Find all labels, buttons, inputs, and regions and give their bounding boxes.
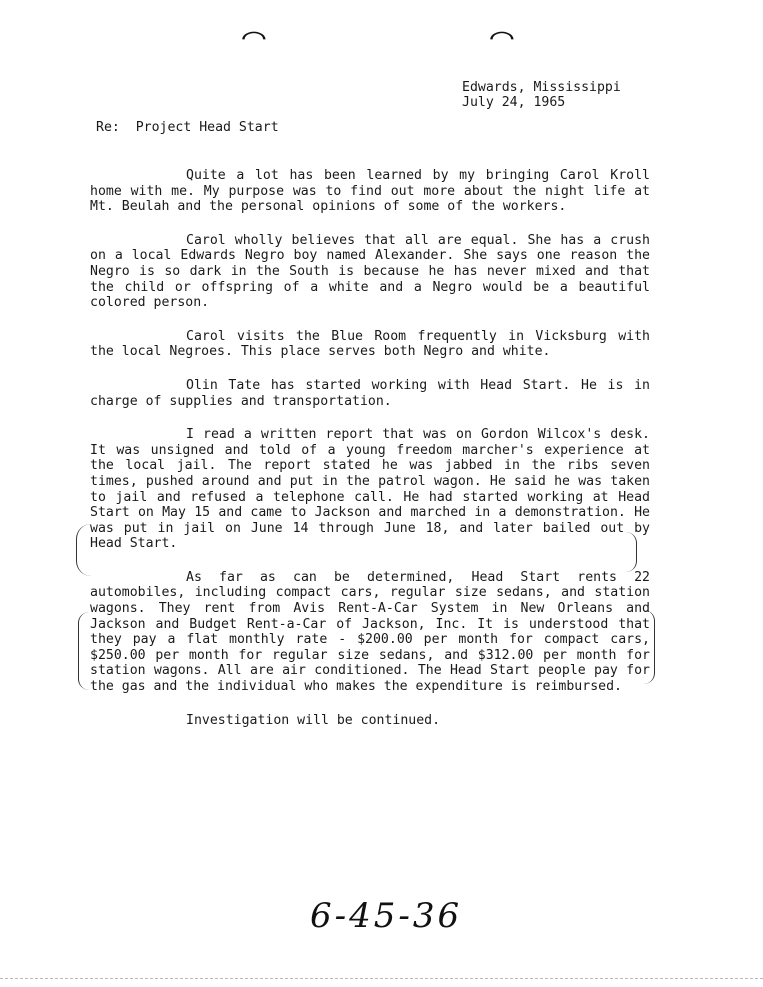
place-date-block — [462, 80, 621, 110]
paragraph-closing: Investigation will be continued. — [186, 712, 441, 728]
paragraph-3: Carol visits the Blue Room frequently in Vicksburg with the local Negroes. This place serves both Negro and white. — [90, 328, 650, 360]
handwritten-bracket-right — [644, 610, 655, 684]
punch-mark-left: ⌒ — [242, 22, 266, 52]
handwritten-bracket-left — [76, 524, 91, 576]
subject-label: Re: — [96, 120, 120, 135]
place: Edwards, Mississippi — [462, 80, 621, 95]
bottom-edge-rule — [0, 978, 763, 979]
paragraph-4: Olin Tate has started working with Head Start. He is in charge of supplies and transportation. — [90, 377, 650, 409]
paragraph-2: Carol wholly believes that all are equal. She has a crush on a local Edwards Negro boy named Alexander. She says one reason the Negro is so dark in the South is because he has never mixed and that the child or offspring of a white and a Negro would be a beautiful colored person. — [90, 232, 650, 311]
handwritten-file-number: 6-45-36 — [310, 896, 463, 936]
paragraph-6: As far as can be determined, Head Start rents 22 automobiles, including compact cars, regular size sedans, and station wagons. They rent from Avis Rent-A-Car System in New Orleans and Jackson and Budget Rent-a-Car of Jackson, Inc. It is understood that they pay a flat monthly rate - $200.00 per month for compact cars, $250.00 per month for regular size sedans, and $312.00 per month for station wagons. All are air conditioned. The Head Start people pay for the gas and the individual who makes the expenditure is reimbursed. — [90, 569, 650, 695]
paragraph-5: I read a written report that was on Gordon Wilcox's desk. It was unsigned and told of a young freedom marcher's experience at the local jail. The report stated he was jabbed in the ribs seven times, pushed around and put in the patrol wagon. He said he was taken to jail and refused a telephone call. He had started working at Head Start on May 15 and came to Jackson and marched in a demonstration. He was put in jail on June 14 through June 18, and later bailed out by Head Start. — [90, 427, 650, 552]
punch-mark-right: ⌒ — [490, 22, 514, 52]
handwritten-bracket-left — [78, 612, 89, 690]
handwritten-bracket-right — [626, 532, 637, 572]
paragraph-1: Quite a lot has been learned by my bringing Carol Kroll home with me. My purpose was to find out more about the night life at Mt. Beulah and the personal opinions of some of the workers. — [90, 168, 650, 215]
subject-title: Project Head Start — [135, 120, 279, 135]
subject-line — [96, 120, 279, 136]
date: July 24, 1965 — [462, 95, 566, 110]
letter-body — [90, 168, 650, 728]
